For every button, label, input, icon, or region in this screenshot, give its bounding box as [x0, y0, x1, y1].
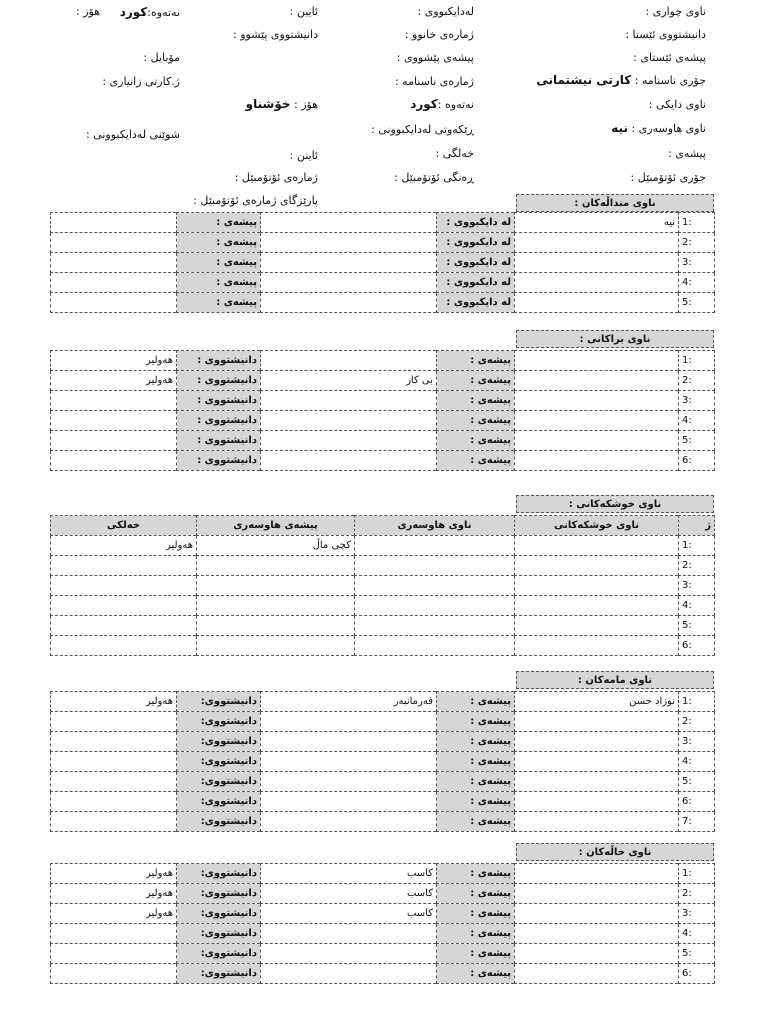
sisters-section	[50, 495, 714, 665]
brothers-title: ناوی براکانی :	[516, 330, 714, 348]
name-cell	[515, 792, 679, 812]
aunts-row	[51, 884, 715, 904]
residence-label: دانیشتووی:	[177, 924, 261, 944]
husband-job-cell: کچی ماڵ	[197, 536, 355, 556]
children-row	[51, 213, 715, 233]
field-car-type: جۆری ئۆتۆمبێل :	[630, 171, 706, 184]
field-spouse-name-value: نیە	[611, 121, 628, 135]
sisters-title: ناوی خوشکەکانی :	[516, 495, 714, 513]
sister-name-cell	[515, 576, 679, 596]
field-mother-tribe-label: هۆز :	[294, 98, 318, 111]
row-number: 4:	[679, 273, 715, 293]
husband-job-cell	[197, 596, 355, 616]
birth-label: لە دایکبووی :	[437, 233, 515, 253]
row-number: 3:	[679, 732, 715, 752]
job-label: پیشەی :	[437, 944, 515, 964]
child-name-cell	[515, 253, 679, 273]
field-previous-job: پیشەی پێشووی :	[396, 51, 474, 64]
name-cell: نوزاد حسن	[515, 692, 679, 712]
name-cell	[515, 371, 679, 391]
residence-value-cell	[51, 772, 177, 792]
row-number: 3:	[679, 391, 715, 411]
husband-job-cell	[197, 556, 355, 576]
job-label: پیشەی :	[177, 213, 261, 233]
job-label: پیشەی :	[177, 273, 261, 293]
job-label: پیشەی :	[437, 431, 515, 451]
aunts-row	[51, 924, 715, 944]
name-cell	[515, 864, 679, 884]
job-value-cell	[51, 293, 177, 313]
row-number: 5:	[679, 616, 715, 636]
row-number: 4:	[679, 596, 715, 616]
row-number: 4:	[679, 924, 715, 944]
residence-value-cell	[51, 944, 177, 964]
job-label: پیشەی :	[437, 792, 515, 812]
field-current-job: پیشەی ئێستای :	[633, 51, 706, 64]
row-number: 7:	[679, 812, 715, 832]
name-cell	[515, 884, 679, 904]
residence-label: دانیشتووی:	[177, 904, 261, 924]
job-label: پیشەی :	[437, 371, 515, 391]
job-value-cell	[261, 712, 437, 732]
residence-value-cell: هەولیر	[51, 371, 177, 391]
birth-label: لە دایکبووی :	[437, 273, 515, 293]
field-mother-tribe	[246, 97, 318, 111]
row-number: 5:	[679, 431, 715, 451]
child-name-cell	[515, 293, 679, 313]
sisters-row	[51, 556, 715, 576]
job-label: پیشەی :	[437, 884, 515, 904]
job-value-cell	[261, 431, 437, 451]
residence-label: دانیشتووی :	[177, 451, 261, 471]
birth-label: لە دایکبووی :	[437, 213, 515, 233]
row-number: 3:	[679, 904, 715, 924]
row-number: 1:	[679, 351, 715, 371]
job-value-cell	[261, 451, 437, 471]
name-cell	[515, 391, 679, 411]
name-cell	[515, 812, 679, 832]
sister-name-cell	[515, 636, 679, 656]
field-ethnicity-label: نەتەوە:	[147, 6, 180, 19]
job-value-cell	[261, 944, 437, 964]
job-value-cell	[51, 233, 177, 253]
residence-label: دانیشتووی:	[177, 812, 261, 832]
children-section	[50, 194, 714, 318]
job-label: پیشەی :	[177, 253, 261, 273]
field-ethnicity	[120, 5, 180, 19]
job-label: پیشەی :	[437, 812, 515, 832]
residence-label: دانیشتووی :	[177, 411, 261, 431]
uncles-row	[51, 792, 715, 812]
row-number: 2:	[679, 712, 715, 732]
sisters-row	[51, 576, 715, 596]
brothers-row	[51, 411, 715, 431]
row-number: 1:	[679, 692, 715, 712]
sisters-header-name: ناوی خوشکەکانی	[515, 516, 679, 536]
residence-label: دانیشتووی:	[177, 944, 261, 964]
field-mother-ethnicity	[410, 97, 474, 111]
job-label: پیشەی :	[437, 772, 515, 792]
uncles-row	[51, 752, 715, 772]
field-car-number: ژمارەی ئۆتۆمبێل :	[234, 171, 318, 184]
job-label: پیشەی :	[437, 351, 515, 371]
sister-name-cell	[515, 536, 679, 556]
job-label: پیشەی :	[437, 692, 515, 712]
job-value-cell	[51, 213, 177, 233]
uncles-row	[51, 812, 715, 832]
birth-label: لە دایکبووی :	[437, 253, 515, 273]
sisters-header-row	[51, 516, 715, 536]
residence-label: دانیشتووی :	[177, 351, 261, 371]
residence-value-cell	[51, 411, 177, 431]
residence-value-cell: هەولیر	[51, 351, 177, 371]
job-label: پیشەی :	[177, 233, 261, 253]
row-number: 1:	[679, 864, 715, 884]
row-number: 2:	[679, 371, 715, 391]
job-value-cell	[51, 273, 177, 293]
job-label: پیشەی :	[437, 904, 515, 924]
row-number: 3:	[679, 576, 715, 596]
birth-value-cell	[261, 213, 437, 233]
birth-value-cell	[261, 293, 437, 313]
sisters-header-number: ژ	[679, 516, 715, 536]
birth-value-cell	[261, 273, 437, 293]
child-name-cell	[515, 233, 679, 253]
residence-value-cell	[51, 964, 177, 984]
origin-cell	[51, 556, 197, 576]
residence-value-cell: هەولیر	[51, 884, 177, 904]
field-previous-residence: دانیشتووی پێشوو :	[233, 28, 318, 41]
field-spouse-origin: خەلگی :	[435, 147, 474, 160]
job-value-cell	[261, 752, 437, 772]
residence-label: دانیشتووی:	[177, 772, 261, 792]
row-number: 6:	[679, 636, 715, 656]
field-fourth-name: ناوی چواری :	[645, 5, 706, 18]
job-label: پیشەی :	[437, 391, 515, 411]
sister-name-cell	[515, 616, 679, 636]
field-id-type-label: جۆری ناسنامە :	[634, 74, 706, 87]
name-cell	[515, 944, 679, 964]
children-title: ناوی منداڵەکان :	[516, 194, 714, 212]
origin-cell	[51, 616, 197, 636]
job-label: پیشەی :	[437, 732, 515, 752]
field-current-residence: دانیشتووی ئێستا :	[625, 28, 706, 41]
birth-value-cell	[261, 253, 437, 273]
job-label: پیشەی :	[437, 712, 515, 732]
aunts-row	[51, 864, 715, 884]
uncles-section	[50, 671, 714, 836]
residence-value-cell	[51, 924, 177, 944]
name-cell	[515, 904, 679, 924]
field-spouse-religion: ئاینن :	[289, 149, 318, 162]
residence-value-cell	[51, 391, 177, 411]
job-label: پیشەی :	[437, 411, 515, 431]
residence-label: دانیشتووی:	[177, 964, 261, 984]
origin-cell	[51, 576, 197, 596]
field-car-plate-province: پارێزگای ژمارەی ئۆتۆمبێل :	[193, 194, 318, 207]
uncles-row	[51, 732, 715, 752]
row-number: 5:	[679, 293, 715, 313]
field-spouse-birth-place: شوێنی لەدایکبوونی :	[85, 128, 180, 141]
children-row	[51, 253, 715, 273]
residence-value-cell	[51, 431, 177, 451]
row-number: 2:	[679, 884, 715, 904]
husband-name-cell	[355, 556, 515, 576]
residence-value-cell	[51, 451, 177, 471]
children-row	[51, 273, 715, 293]
row-number: 5:	[679, 772, 715, 792]
job-value-cell	[261, 812, 437, 832]
brothers-row	[51, 351, 715, 371]
field-house-number: ژمارەی خانوو :	[404, 28, 474, 41]
residence-label: دانیشتووی :	[177, 371, 261, 391]
row-number: 2:	[679, 556, 715, 576]
brothers-row	[51, 371, 715, 391]
name-cell	[515, 451, 679, 471]
job-value-cell	[261, 351, 437, 371]
job-value-cell	[261, 411, 437, 431]
residence-value-cell	[51, 812, 177, 832]
residence-value-cell	[51, 792, 177, 812]
name-cell	[515, 772, 679, 792]
husband-name-cell	[355, 596, 515, 616]
aunts-row	[51, 904, 715, 924]
field-mother-name: ناوی دایکی :	[648, 98, 706, 111]
field-birth: لەدایکبووی :	[417, 5, 474, 18]
children-row	[51, 233, 715, 253]
husband-name-cell	[355, 576, 515, 596]
uncles-table	[50, 691, 715, 832]
job-label: پیشەی :	[437, 752, 515, 772]
uncles-row	[51, 692, 715, 712]
aunts-section	[50, 843, 714, 993]
job-value-cell	[261, 391, 437, 411]
field-mother-tribe-value: خۆشناو	[245, 97, 291, 111]
name-cell	[515, 431, 679, 451]
birth-value-cell	[261, 233, 437, 253]
field-tribe: هۆز :	[76, 5, 100, 18]
job-value-cell: فەرمانبەر	[261, 692, 437, 712]
field-mobile: مۆبایل :	[143, 51, 180, 64]
field-id-number: ژمارەی ناسنامە :	[394, 75, 474, 88]
residence-label: دانیشتووی:	[177, 732, 261, 752]
sisters-header-husband-job: پیشەی هاوسەری	[197, 516, 355, 536]
job-value-cell	[261, 792, 437, 812]
job-label: پیشەی :	[437, 864, 515, 884]
aunts-title: ناوی خاڵەکان :	[516, 843, 714, 861]
sisters-row	[51, 616, 715, 636]
row-number: 1:	[679, 536, 715, 556]
sisters-row	[51, 596, 715, 616]
field-ethnicity-value: کورد	[119, 5, 148, 19]
origin-cell	[51, 596, 197, 616]
residence-value-cell	[51, 732, 177, 752]
row-number: 3:	[679, 253, 715, 273]
field-spouse-name	[611, 121, 706, 135]
row-number: 4:	[679, 411, 715, 431]
job-label: پیشەی :	[437, 924, 515, 944]
uncles-row	[51, 712, 715, 732]
husband-name-cell	[355, 636, 515, 656]
brothers-row	[51, 431, 715, 451]
job-value-cell	[261, 964, 437, 984]
row-number: 2:	[679, 233, 715, 253]
field-id-type	[536, 73, 706, 87]
sisters-header-origin: خەلکی	[51, 516, 197, 536]
row-number: 6:	[679, 964, 715, 984]
field-mother-ethnicity-value: کورد	[410, 97, 438, 111]
husband-job-cell	[197, 576, 355, 596]
residence-value-cell: هەولیر	[51, 864, 177, 884]
sisters-header-husband: ناوی هاوسەری	[355, 516, 515, 536]
job-value-cell: کاسب	[261, 864, 437, 884]
aunts-table-body	[51, 864, 715, 984]
row-number: 5:	[679, 944, 715, 964]
job-value-cell: کاسب	[261, 904, 437, 924]
field-id-type-value: کارتی نیشتمانی	[536, 73, 632, 87]
name-cell	[515, 964, 679, 984]
residence-label: دانیشتووی:	[177, 752, 261, 772]
children-table-body	[51, 213, 715, 313]
row-number: 6:	[679, 451, 715, 471]
field-spouse-name-label: ناوی هاوسەری :	[631, 122, 706, 135]
residence-label: دانیشتووی:	[177, 884, 261, 904]
row-number: 1:	[679, 213, 715, 233]
birth-label: لە دایکبووی :	[437, 293, 515, 313]
origin-cell: هەولیر	[51, 536, 197, 556]
brothers-table	[50, 350, 715, 471]
job-value-cell	[51, 253, 177, 273]
residence-value-cell	[51, 752, 177, 772]
field-mother-ethnicity-label: نەتەوە :	[437, 98, 474, 111]
job-value-cell	[261, 772, 437, 792]
name-cell	[515, 732, 679, 752]
field-religion: ئایین :	[289, 5, 318, 18]
brothers-table-body	[51, 351, 715, 471]
brothers-row	[51, 391, 715, 411]
job-label: پیشەی :	[177, 293, 261, 313]
children-table	[50, 212, 715, 313]
children-row	[51, 293, 715, 313]
aunts-row	[51, 964, 715, 984]
residence-label: دانیشتووی:	[177, 792, 261, 812]
uncles-table-body	[51, 692, 715, 832]
uncles-row	[51, 772, 715, 792]
row-number: 6:	[679, 792, 715, 812]
husband-name-cell	[355, 616, 515, 636]
sister-name-cell	[515, 596, 679, 616]
name-cell	[515, 411, 679, 431]
residence-label: دانیشتووی:	[177, 864, 261, 884]
field-spouse-job: پیشەی :	[668, 147, 706, 160]
husband-job-cell	[197, 636, 355, 656]
aunts-table	[50, 863, 715, 984]
name-cell	[515, 752, 679, 772]
origin-cell	[51, 636, 197, 656]
brothers-section	[50, 330, 714, 475]
husband-name-cell	[355, 536, 515, 556]
field-info-card-number: ژ.کارتی زانیاری :	[102, 75, 180, 88]
job-label: پیشەی :	[437, 451, 515, 471]
job-value-cell	[261, 732, 437, 752]
residence-label: دانیشتووی:	[177, 712, 261, 732]
brothers-row	[51, 451, 715, 471]
sisters-row	[51, 636, 715, 656]
field-car-color: ڕەنگی ئۆتۆمبێل :	[394, 171, 474, 184]
job-value-cell: کاسب	[261, 884, 437, 904]
aunts-row	[51, 944, 715, 964]
name-cell	[515, 351, 679, 371]
residence-label: دانیشتووی:	[177, 692, 261, 712]
residence-label: دانیشتووی :	[177, 391, 261, 411]
sisters-table	[50, 515, 715, 656]
uncles-title: ناوی مامەکان :	[516, 671, 714, 689]
name-cell	[515, 712, 679, 732]
husband-job-cell	[197, 616, 355, 636]
field-spouse-birth-date: ڕێکەوتی لەدایکبوونی :	[371, 123, 474, 136]
row-number: 4:	[679, 752, 715, 772]
name-cell	[515, 924, 679, 944]
job-value-cell	[261, 924, 437, 944]
residence-value-cell: هەولیر	[51, 904, 177, 924]
child-name-cell	[515, 273, 679, 293]
residence-value-cell: هەولیر	[51, 692, 177, 712]
residence-value-cell	[51, 712, 177, 732]
sisters-row	[51, 536, 715, 556]
sister-name-cell	[515, 556, 679, 576]
child-name-cell: نیە	[515, 213, 679, 233]
job-value-cell: بی کار	[261, 371, 437, 391]
sisters-table-body	[51, 516, 715, 656]
job-label: پیشەی :	[437, 964, 515, 984]
residence-label: دانیشتووی :	[177, 431, 261, 451]
